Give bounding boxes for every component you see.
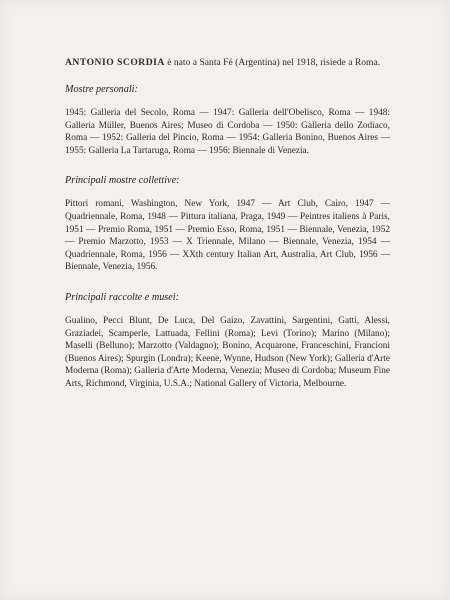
section-solo-exhibitions: [65, 83, 390, 157]
section-collections: [65, 291, 390, 391]
section-title-group-exhibitions: Principali mostre collettive:: [65, 175, 180, 187]
artist-name: ANTONIO SCORDIA: [65, 57, 165, 68]
section-body-collections: Gualino, Pecci Blunt, De Luca, Del Gaizo, Zavattini, Sargentini, Gatti, Alessi, Graziadei, Scamperle, Lattuada, Fellini (Roma); Levi (Torino); Marino (Milano); Maselli (Belluno); Marzotto (Valdagno); Bonino, Acquarone, Franceschini, Francioni (Buenos Aires); Spurgin (Londra); Keene, Wynne, Hudson (New York); Galleria d'Arte Moderna (Roma); Galleria d'Arte Moderna, Venezia; Museo di Cordoba; Museum Fine Arts, Richmond, Virginia, U.S.A.; National Gallery of Victoria, Melbourne.: [65, 315, 390, 389]
artist-bio: è nato a Santa Fé (Argentina) nel 1918, risiede a Roma.: [167, 57, 381, 68]
artist-intro: [65, 56, 390, 69]
section-body-solo-exhibitions: 1945: Galleria del Secolo, Roma — 1947: Galleria dell'Obelisco, Roma — 1948: Galleria Müller, Buenos Aires; Museo di Cordoba — 1950: Galleria dello Zodiaco, Roma — 1952: Galleria del Pincio, Roma — 1954: Galleria Bonino, Buenos Aires — 1955: Galleria La Tartaruga, Roma — 1956: Biennale di Venezia.: [65, 108, 390, 156]
section-body-group-exhibitions: Pittori romani, Washington, New York, 1947 — Art Club, Cairo, 1947 — Quadriennale, Roma, 1948 — Pittura italiana, Praga, 1949 — Peintres italiens à Paris, 1951 — Premio Roma, 1951 — Premio Esso, Roma, 1951 — Biennale, Venezia, 1952 — Premio Marzotto, 1953 — X Triennale, Milano — Biennale, Venezia, 1954 — Quadriennale, Roma, 1956 — XXth century Italian Art, Australia, Art Club, 1956 — Biennale, Venezia, 1956.: [65, 199, 390, 273]
section-title-collections: Principali raccolte e musei:: [65, 291, 180, 303]
section-group-exhibitions: [65, 174, 390, 274]
section-title-solo-exhibitions: Mostre personali:: [65, 84, 138, 95]
